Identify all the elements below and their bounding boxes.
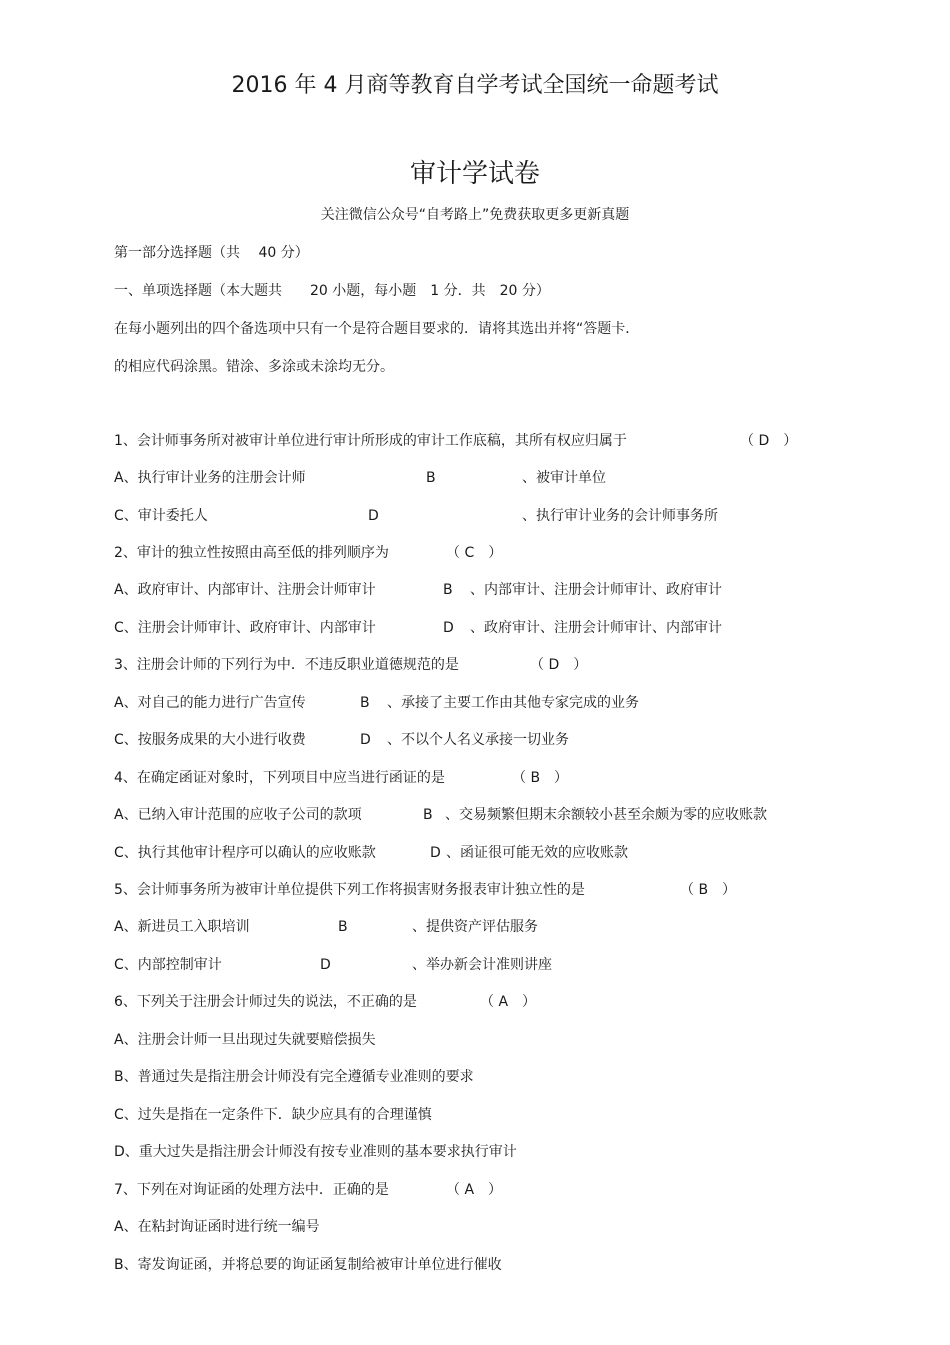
question-stem: 6、下列关于注册会计师过失的说法，不正确的是 — [114, 994, 417, 1010]
option-text: 、执行审计业务的会计师事务所 — [522, 508, 718, 524]
question-answer: （ B ） — [512, 770, 569, 786]
option-label: C、按服务成果的大小进行收费 — [114, 732, 306, 748]
option-label: A、政府审计、内部审计、注册会计师审计 — [114, 582, 376, 598]
part-heading: 一、单项选择题（本大题共 20 小题，每小题 1 分．共 20 分） — [114, 283, 550, 299]
instructions-line-1: 在每小题列出的四个备选项中只有一个是符合题目要求的．请将其选出并将“答题卡． — [114, 321, 640, 337]
option-letter: B — [426, 470, 436, 486]
option-letter: D — [443, 620, 454, 636]
option-line: B、普通过失是指注册会计师没有完全遵循专业准则的要求 — [114, 1069, 474, 1085]
option-letter: B — [423, 807, 433, 823]
option-text: 、内部审计、注册会计师审计、政府审计 — [470, 582, 722, 598]
option-text: 、交易频繁但期末余额较小甚至余颇为零的应收账款 — [445, 807, 767, 823]
question-stem: 4、在确定函证对象时，下列项目中应当进行函证的是 — [114, 770, 445, 786]
section-heading: 第一部分选择题（共 40 分） — [114, 245, 309, 261]
option-label: A、执行审计业务的注册会计师 — [114, 470, 306, 486]
option-text: 、举办新会计准则讲座 — [412, 957, 552, 973]
option-letter: D — [360, 732, 371, 748]
option-letter: B — [360, 695, 370, 711]
question-stem: 3、注册会计师的下列行为中．不违反职业道德规范的是 — [114, 657, 459, 673]
question-answer: （ C ） — [446, 545, 503, 561]
question-answer: （ D ） — [530, 657, 588, 673]
option-label: C、审计委托人 — [114, 508, 208, 524]
option-text: 、承接了主要工作由其他专家完成的业务 — [387, 695, 639, 711]
option-letter: D — [320, 957, 331, 973]
option-label: C、执行其他审计程序可以确认的应收账款 — [114, 845, 376, 861]
option-line: D、重大过失是指注册会计师没有按专业准则的基本要求执行审计 — [114, 1144, 517, 1160]
option-text: 、政府审计、注册会计师审计、内部审计 — [470, 620, 722, 636]
option-text: 、提供资产评估服务 — [412, 919, 538, 935]
option-label: C、内部控制审计 — [114, 957, 222, 973]
question-answer: （ A ） — [446, 1182, 503, 1198]
wechat-notice: 关注微信公众号“自考路上”免费获取更多更新真题 — [320, 207, 630, 223]
exam-header-title: 2016 年 4 月商等教育自学考试全国统一命题考试 — [231, 73, 719, 98]
option-line: A、注册会计师一旦出现过失就要赔偿损失 — [114, 1032, 376, 1048]
question-stem: 7、下列在对询证函的处理方法中．正确的是 — [114, 1182, 389, 1198]
option-letter: D — [368, 508, 379, 524]
instructions-line-2: 的相应代码涂黑。错涂、多涂或未涂均无分。 — [114, 359, 394, 375]
option-label: C、注册会计师审计、政府审计、内部审计 — [114, 620, 376, 636]
option-letter: D — [430, 845, 441, 861]
option-label: A、已纳入审计范围的应收子公司的款项 — [114, 807, 362, 823]
option-text: 、不以个人名义承接一切业务 — [387, 732, 569, 748]
option-label: A、新进员工入职培训 — [114, 919, 250, 935]
question-stem: 2、审计的独立性按照由高至低的排列顺序为 — [114, 545, 389, 561]
option-text: 、函证很可能无效的应收账款 — [446, 845, 628, 861]
option-text: 、被审计单位 — [522, 470, 606, 486]
option-letter: B — [443, 582, 453, 598]
option-line: B、寄发询证函，并将总要的询证函复制给被审计单位进行催收 — [114, 1257, 502, 1273]
question-answer: （ B ） — [680, 882, 737, 898]
option-letter: B — [338, 919, 348, 935]
option-line: A、在粘封询证函时进行统一编号 — [114, 1219, 320, 1235]
option-line: C、过失是指在一定条件下．缺少应具有的合理谨慎 — [114, 1107, 432, 1123]
paper-title: 审计学试卷 — [409, 159, 540, 189]
question-stem: 1、会计师事务所对被审计单位进行审计所形成的审计工作底稿，其所有权应归属于 — [114, 433, 627, 449]
question-answer: （ D ） — [740, 433, 798, 449]
option-label: A、对自己的能力进行广告宣传 — [114, 695, 306, 711]
question-answer: （ A ） — [480, 994, 537, 1010]
question-stem: 5、会计师事务所为被审计单位提供下列工作将损害财务报表审计独立性的是 — [114, 882, 585, 898]
